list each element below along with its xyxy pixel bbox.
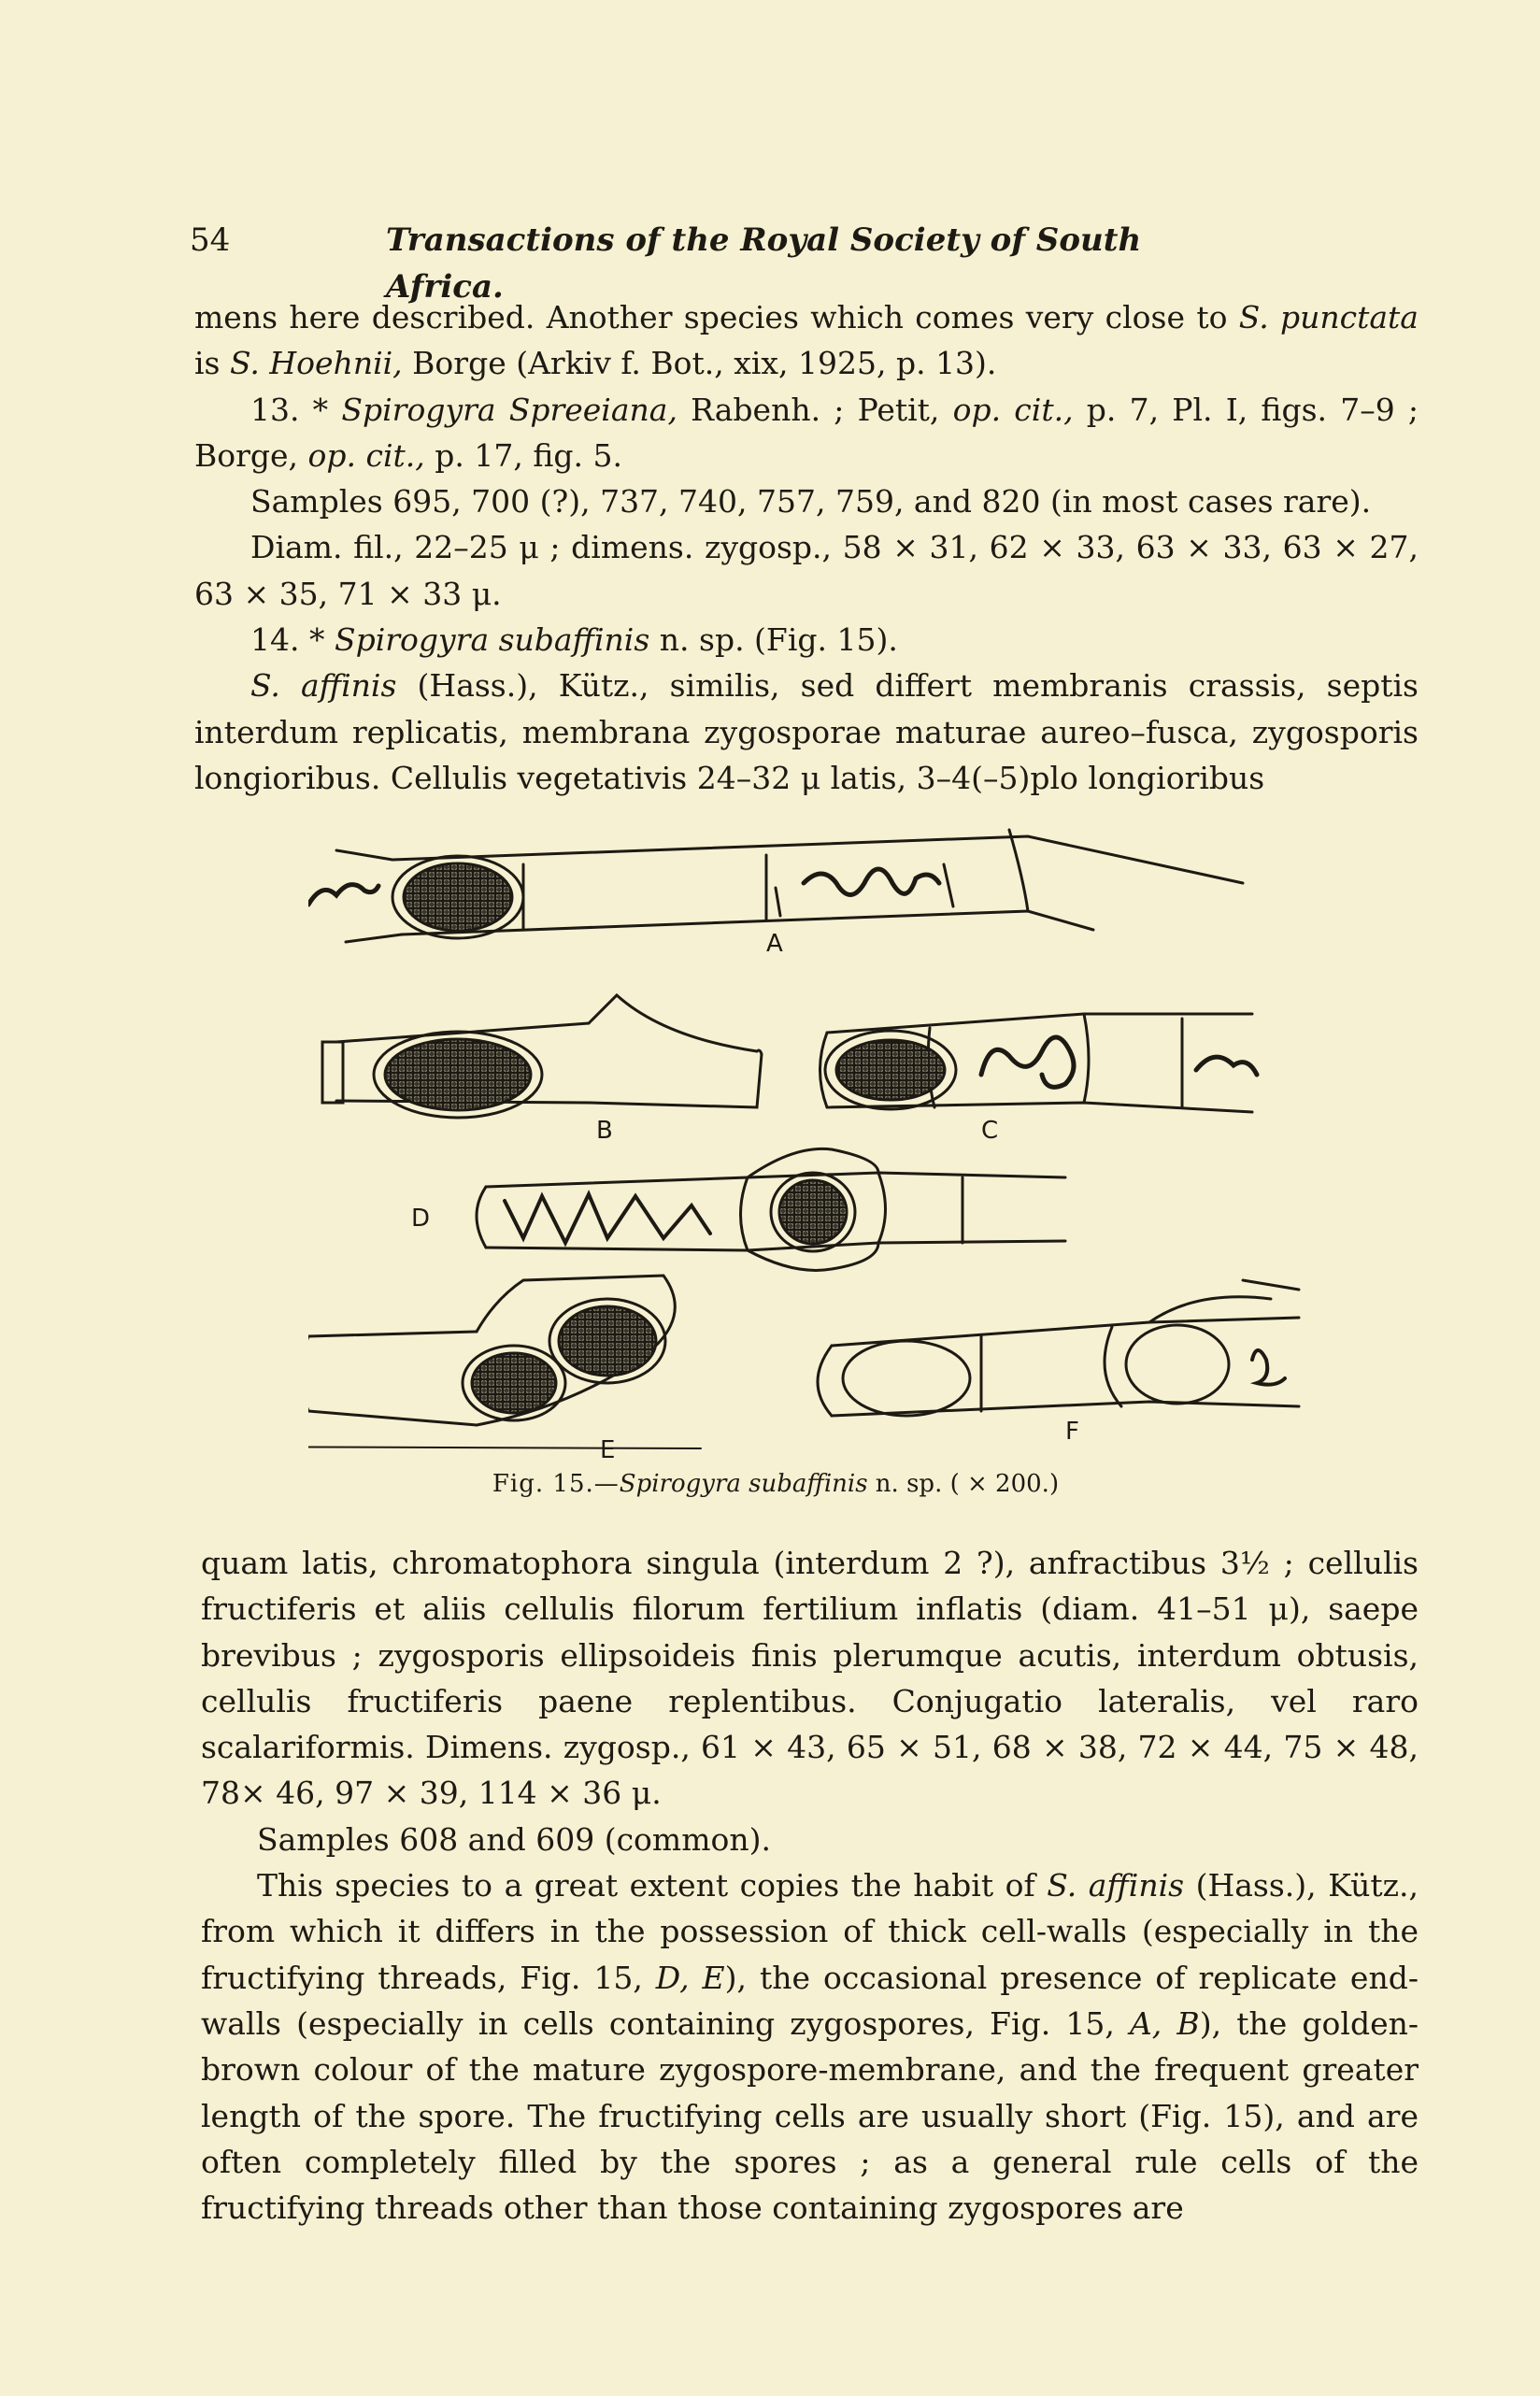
label-f: F <box>1065 1418 1079 1446</box>
species-14-heading: 14. * Spirogyra subaffinis n. sp. (Fig. 15). <box>250 621 898 659</box>
drawing-f <box>818 1280 1299 1416</box>
journal-title: Transactions of the Royal Society of South Africa. <box>386 221 1142 306</box>
figure-15 <box>308 804 1336 1476</box>
species-13-heading: 13. * Spirogyra Spreeiana, Rabenh. ; Petit, op. cit., p. 7, Pl. I, figs. 7–9 ; Borge, op. cit., p. 17, fig. 5. <box>194 391 1419 474</box>
label-d: D <box>411 1205 431 1233</box>
label-a: A <box>766 930 783 958</box>
label-b: B <box>596 1117 613 1145</box>
drawing-d <box>477 1148 1065 1270</box>
drawing-b <box>322 995 762 1118</box>
samples-paragraph-2: Samples 608 and 609 (common). <box>257 1820 771 1858</box>
body-text-bottom <box>201 1540 1419 2231</box>
drawing-c <box>820 1014 1258 1112</box>
label-e: E <box>600 1436 616 1464</box>
label-c: C <box>981 1117 999 1145</box>
samples-paragraph: Samples 695, 700 (?), 737, 740, 757, 759, and 820 (in most cases rare). <box>250 483 1372 521</box>
discussion-paragraph: This species to a great extent copies the habit of S. affinis (Hass.), Kütz., from which it differs in the possession of thick cell-walls (especially in the fructifying threads, Fig. 15, D, E), the occasional presence of replicate end-walls (especially in cells containing zygospores, Fig. 15, A, B), the golden-brown colour of the mature zygospore-membrane, and the frequent greater length of the spore. The fructifying cells are usually short (Fig. 15), and are often completely filled by the spores ; as a general rule cells of the fructifying threads other than those containing zygospores are <box>201 1867 1419 2227</box>
latin-diagnosis: S. affinis (Hass.), Kütz., similis, sed differt membranis crassis, septis interdum replicatis, membrana zygosporae maturae aureo–fusca, zygosporis longioribus. Cellulis vegetativis 24–32 μ latis, 3–4(–5)plo longioribus <box>194 667 1419 796</box>
latin-diagnosis-continued: quam latis, chromatophora singula (interdum 2 ?), anfractibus 3½ ; cellulis fructiferis et aliis cellulis filorum fertilium inflatis (diam. 41–51 μ), saepe brevibus ; zygosporis ellipsoideis finis plerumque acutis, interdum obtusis, cellulis fructiferis paene replentibus. Conjugatio lateralis, vel raro scalariformis. Dimens. zygosp., 61 × 43, 65 × 51, 68 × 38, 72 × 44, 75 × 48, 78× 46, 97 × 39, 114 × 36 μ. <box>201 1545 1419 1812</box>
page-number: 54 <box>190 221 231 259</box>
drawing-e <box>308 1276 701 1448</box>
dimensions-paragraph: Diam. fil., 22–25 μ ; dimens. zygosp., 58 × 31, 62 × 33, 63 × 33, 63 × 27, 63 × 35, 71 × 33 μ. <box>194 529 1419 612</box>
figure-caption: Fig. 15.—Spirogyra subaffinis n. sp. ( × 200.) <box>492 1470 1060 1498</box>
body-text-top <box>194 294 1419 801</box>
running-head <box>190 217 1218 306</box>
figure-drawing <box>308 804 1336 1476</box>
drawing-a <box>308 830 1243 942</box>
paragraph-continuation: mens here described. Another species which comes very close to S. punctata is S. Hoehnii, Borge (Arkiv f. Bot., xix, 1925, p. 13). <box>194 299 1419 382</box>
